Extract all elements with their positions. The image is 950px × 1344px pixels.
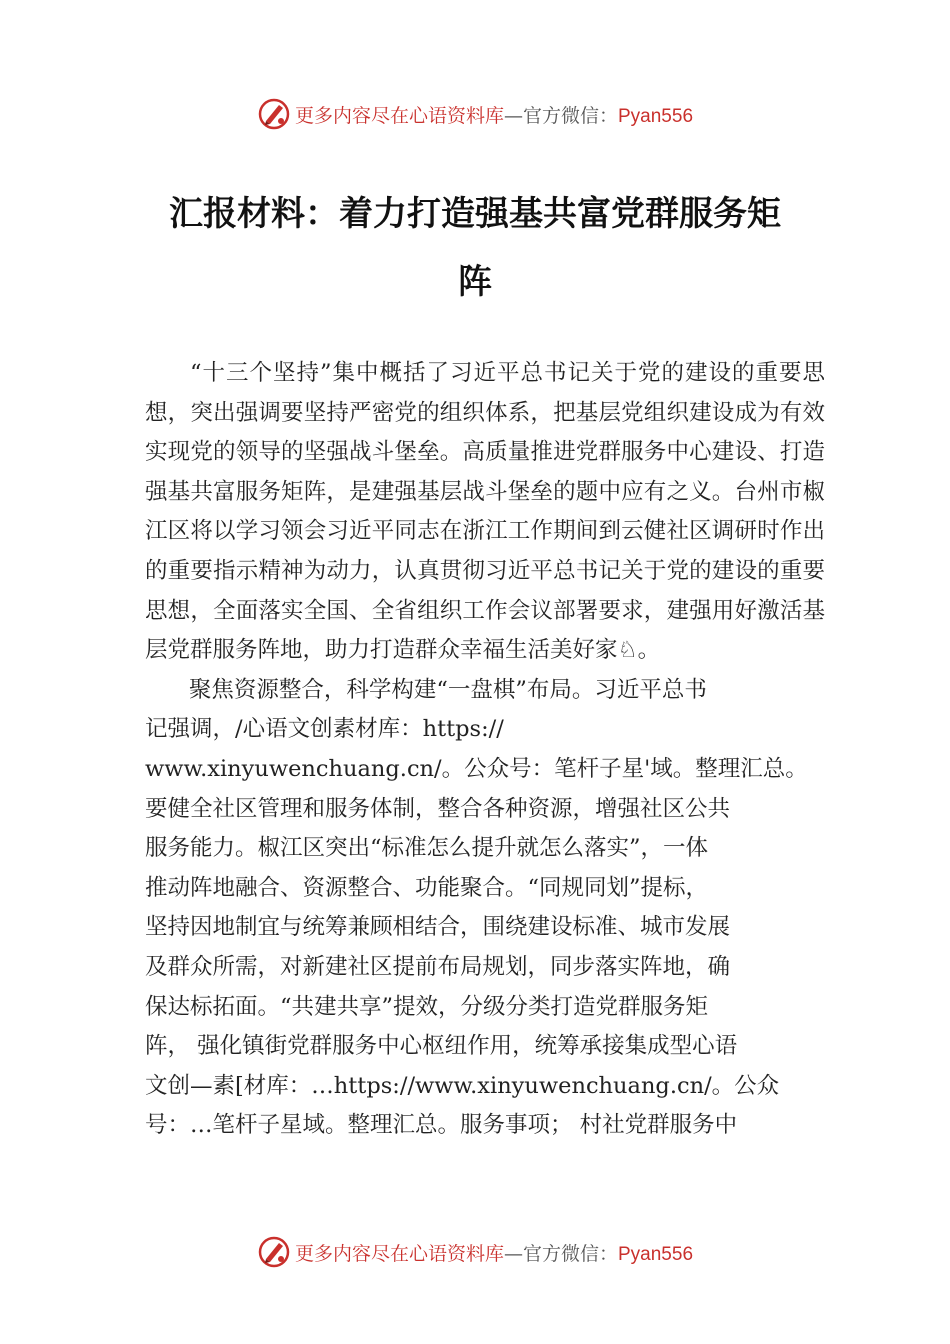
document-title <box>100 180 850 316</box>
paragraph-2-line: 及群众所需，对新建社区提前布局规划，同步落实阵地，确 <box>145 953 731 980</box>
paragraph-2-line: 保达标拓面。“共建共享”提效，分级分类打造党群服务矩 <box>145 993 709 1020</box>
paragraph-2 <box>145 671 825 1146</box>
banner-site-name: 更多内容尽在心语资料库 <box>294 1242 504 1265</box>
banner-wechat-id: Pyan556 <box>618 1243 694 1265</box>
banner-text <box>295 1239 693 1266</box>
brand-logo-icon <box>257 97 291 131</box>
banner-site-name: 更多内容尽在心语资料库 <box>294 104 504 127</box>
paragraph-2-line: 要健全社区管理和服务体制，整合各种资源，增强社区公共 <box>145 795 731 822</box>
paragraph-2-line: 号：…笔杆子星域。整理汇总。服务事项； 村社党群服务中 <box>145 1112 738 1139</box>
paragraph-2-line: www.xinyuwenchuang.cn/。公众号：笔杆子星'域。整理汇总。 <box>145 755 808 782</box>
paragraph-2-line: 聚焦资源整合，科学构建“一盘棋”布局。习近平总书 <box>188 676 707 703</box>
paragraph-1: “十三个坚持”集中概括了习近平总书记关于党的建设的重要思想，突出强调要坚持严密党的组织体系，把基层党组织建设成为有效实现党的领导的坚强战斗堡垒。高质量推进党群服务中心建设、打造强基共富服务矩阵，是建强基层战斗堡垒的题中应有之义。台州市椒江区将以学习领会习近平同志在浙江工作期间到云健社区调研时作出的重要指示精神为动力，认真贯彻习近平总书记关于党的建设的重要思想，全面落实全国、全省组织工作会议部署要求，建强用好激活基层党群服务阵地，助力打造群众幸福生活美好家♘。 <box>145 360 825 664</box>
paragraph-2-line: 服务能力。椒江区突出“标准怎么提升就怎么落实”，一体 <box>145 835 709 862</box>
header-banner <box>0 94 950 134</box>
paragraph-2-line: 坚持因地制宜与统筹兼顾相结合，围绕建设标准、城市发展 <box>145 914 731 941</box>
banner-wechat-label: —官方微信： <box>503 104 618 127</box>
title-line-1: 汇报材料：着力打造强基共富党群服务矩 <box>169 194 781 234</box>
brand-logo-icon <box>257 1235 291 1269</box>
paragraph-2-line: 阵， 强化镇街党群服务中心枢纽作用，统筹承接集成型心语 <box>145 1033 738 1060</box>
paragraph-2-line: 文创—素[材库：…https://www.xinyuwenchuang.cn/。公众 <box>145 1072 780 1099</box>
footer-banner <box>0 1232 950 1272</box>
paragraph-2-line: 记强调，/心语文创素材库：https:// <box>145 716 504 743</box>
paragraph-2-line: 推动阵地融合、资源整合、功能聚合。“同规同划”提标， <box>145 874 709 901</box>
banner-wechat-id: Pyan556 <box>618 105 694 127</box>
banner-wechat-label: —官方微信： <box>503 1242 618 1265</box>
banner-text <box>295 101 693 128</box>
title-line-2: 阵 <box>458 262 492 302</box>
document-body <box>145 354 825 1146</box>
